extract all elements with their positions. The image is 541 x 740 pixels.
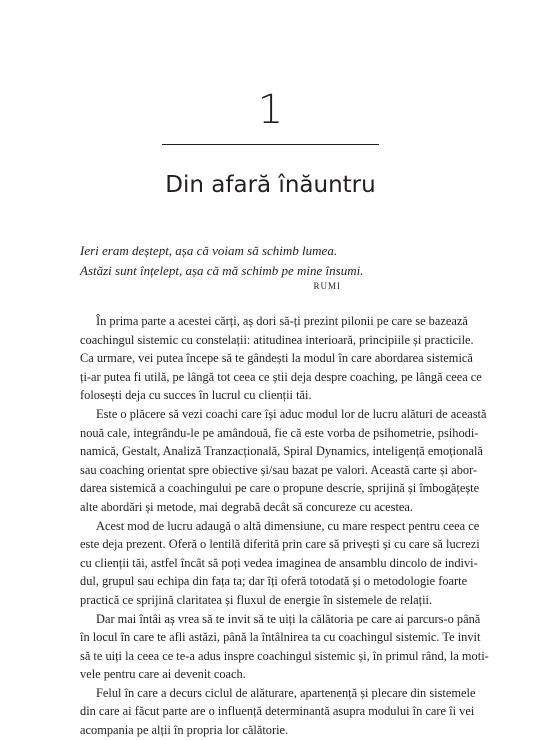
body-text: [80, 312, 489, 740]
paragraph: [80, 405, 487, 517]
paragraph-line: acompania pe alții în propria lor călătorie.: [80, 723, 289, 738]
chapter-number: 1: [257, 87, 284, 133]
paragraph-line: din care ai făcut parte are o influență determinantă asupra modului în care îi vei: [80, 704, 475, 719]
paragraph-line: În prima parte a acestei cărți, aș dori să-ți prezint pilonii pe care se bazează: [96, 314, 468, 328]
epigraph-line: Ieri eram deștept, așa că voiam să schimb lumea.: [80, 243, 338, 258]
chapter-title: Din afară înăuntru: [165, 172, 376, 198]
chapter-divider: [162, 144, 379, 145]
paragraph-line: Felul în care a decurs ciclul de alăturare, apartenență și plecare din sistemele: [96, 685, 476, 700]
epigraph-author: RUMI: [313, 281, 341, 291]
paragraph-line: în locul în care te afli astăzi, până la întâlnirea ta cu coachingul sistemic. Te invit: [80, 630, 481, 645]
paragraph-line: coachingul sistemic cu constelații: atitudinea interioară, principiile și practicile.: [80, 332, 474, 347]
paragraph-line: folosești deja cu succes în lucrul cu clienții tăi.: [80, 388, 312, 403]
paragraph-line: darea sistemică a coachingului pe care o propune descrie, sprijină și îmbogățește: [80, 481, 480, 496]
paragraph-line: Dar mai întâi aș vrea să te invit să te uiți la călătoria pe care ai parcurs-o până: [96, 611, 481, 626]
paragraph-line: ți-ar putea fi utilă, pe lângă tot ceea ce știi deja despre coaching, pe lângă ceea ce: [80, 369, 482, 384]
paragraph-line: Acest mod de lucru adaugă o altă dimensiune, cu mare respect pentru ceea ce: [96, 518, 480, 533]
paragraph-line: vele pentru care ai devenit coach.: [80, 667, 246, 682]
epigraph: [80, 241, 370, 281]
paragraph-line: dul, grupul sau echipa din fața ta; dar îți oferă totodată și o metodologie foarte: [80, 574, 468, 589]
paragraph: [80, 610, 489, 684]
paragraph: [80, 312, 482, 405]
paragraph: [80, 684, 476, 740]
paragraph: [80, 517, 480, 610]
paragraph-line: cu clienții tăi, astfel încât să poți vedea imaginea de ansamblu dincolo de indivi-: [80, 555, 478, 570]
paragraph-line: practică ce sprijină claritatea și fluxul de energie în sistemele de relații.: [80, 592, 433, 607]
paragraph-line: alte abordări și metode, mai degrabă decât să concureze cu acestea.: [80, 499, 413, 514]
paragraph-line: să te uiți la ceea ce te-a adus inspre coachingul sistemic și, în primul rând, la moti-: [80, 648, 489, 663]
paragraph-line: sau coaching orientat spre obiective și/sau bazat pe valori. Această carte și abor-: [80, 462, 478, 477]
paragraph-line: este deja prezent. Oferă o lentilă diferită prin care să privești și cu care să lucrezi: [80, 537, 480, 552]
paragraph-line: Ca urmare, vei putea începe să te gândești la modul în care abordarea sistemică: [80, 351, 473, 366]
epigraph-line: Astăzi sunt înțelept, așa că mă schimb pe mine însumi.: [80, 263, 364, 278]
paragraph-line: Este o plăcere să vezi coachi care își aduc modul lor de lucru alături de această: [96, 406, 487, 421]
paragraph-line: nouă cale, integrându-le pe amândouă, fie că este vorba de psihometrie, psihodi-: [80, 425, 479, 440]
paragraph-line: namică, Gestalt, Analiză Tranzacțională, Spiral Dynamics, inteligență emoțională: [80, 444, 483, 459]
